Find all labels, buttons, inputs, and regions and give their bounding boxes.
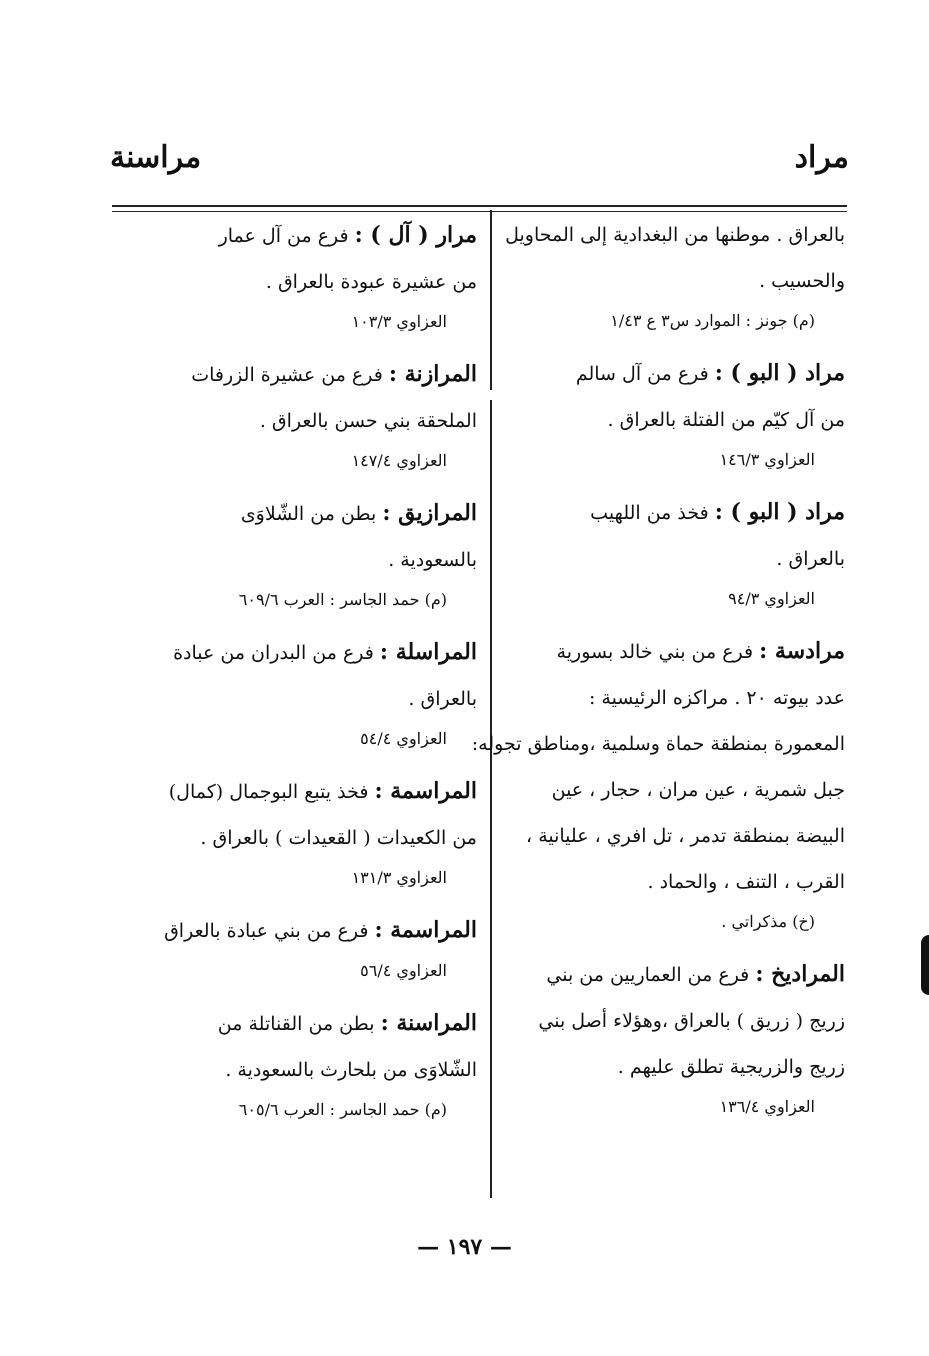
entry-line	[500, 813, 845, 859]
entry-text: الملحقة بني حسن بالعراق .	[259, 410, 477, 432]
entry-text: من الكعيدات ( القعيدات ) بالعراق .	[200, 827, 477, 849]
entry-text: بالسعودية .	[388, 549, 477, 571]
entry-title: المراديخ :	[755, 961, 845, 987]
entry-text: فخذ من اللهيب	[590, 502, 709, 524]
entry-reference: (م) حمد الجاسر : العرب ٦٠٥/٦	[238, 1100, 447, 1119]
entry-reference: العزاوي ١٤٧/٤	[351, 451, 447, 470]
entry-line	[500, 859, 845, 905]
entry-text: فرع من العماريين من بني	[546, 964, 750, 986]
entry-title: المراسلة :	[379, 639, 477, 665]
dictionary-entry	[500, 489, 845, 616]
entry-line	[500, 628, 845, 675]
entry-line	[122, 212, 477, 259]
entry-line	[500, 675, 845, 721]
running-head-left: مراسنة	[110, 140, 202, 175]
dictionary-entry	[500, 350, 845, 477]
entry-reference: (م) حمد الجاسر : العرب ٦٠٩/٦	[238, 590, 447, 609]
entry-line	[122, 351, 477, 398]
entry-reference: العزاوي ١٤٦/٣	[719, 450, 815, 469]
entry-reference: (م) جونز : الموارد س٣ ع ١/٤٣	[610, 311, 815, 330]
left-column	[122, 212, 477, 1139]
entry-line	[500, 350, 845, 397]
dictionary-entry	[122, 768, 477, 895]
entry-text: بالعراق .	[776, 548, 845, 570]
entry-text: جبل شمرية ، عين مران ، حجار ، عين	[551, 779, 845, 801]
entry-text: فرع من البدران من عبادة	[173, 642, 374, 664]
entry-title: المراسنة :	[380, 1010, 477, 1036]
entry-text: الشّلاوَى من بلحارث بالسعودية .	[225, 1059, 477, 1081]
entry-title: المراسمة :	[374, 778, 477, 804]
entry-reference: العزاوي ١٣٦/٤	[719, 1097, 815, 1116]
entry-line	[500, 397, 845, 443]
entry-line	[500, 258, 845, 304]
ink-blot	[921, 935, 929, 995]
dictionary-entry	[122, 351, 477, 478]
entry-reference: العزاوي ٥٦/٤	[360, 961, 447, 980]
entry-reference: (خ) مذكراتي .	[721, 912, 815, 931]
dictionary-entry	[500, 212, 845, 338]
header-rule	[112, 205, 847, 207]
entry-line	[500, 212, 845, 258]
entry-title: مراد ( البو ) :	[714, 499, 845, 525]
entry-line	[122, 1047, 477, 1093]
right-column	[471, 212, 845, 1136]
entry-text: زريج ( زريق ) بالعراق ،وهؤلاء أصل بني	[538, 1010, 845, 1032]
entry-title: مرادسة :	[759, 638, 845, 664]
entry-line	[122, 907, 477, 954]
entry-line	[471, 721, 845, 767]
entry-title: المراسمة :	[374, 917, 477, 943]
dictionary-entry	[471, 628, 845, 939]
entry-text: عدد بيوته ٢٠ . مراكزه الرئيسية :	[588, 687, 845, 709]
column-divider-top	[490, 210, 492, 390]
entry-line	[500, 998, 845, 1044]
entry-reference: العزاوي ٥٤/٤	[360, 729, 447, 748]
entry-text: بطن من الشّلاوَى	[240, 503, 377, 525]
entry-reference: العزاوي ٩٤/٣	[728, 589, 815, 608]
entry-line	[500, 536, 845, 582]
entry-line	[122, 1000, 477, 1047]
entry-text: بطن من القناتلة من	[217, 1013, 375, 1035]
dictionary-entry	[122, 212, 477, 339]
entry-title: مرار ( آل ) :	[354, 222, 477, 248]
entry-text: فرع من بني خالد بسورية	[556, 641, 754, 663]
column-divider-bottom	[490, 400, 492, 1198]
entry-text: بالعراق . موطنها من البغدادية إلى المحاويل	[505, 224, 845, 246]
entry-line	[500, 767, 845, 813]
entry-text: والحسيب .	[759, 270, 845, 292]
entry-text: فرع من آل عمار	[218, 225, 349, 247]
entry-line	[122, 629, 477, 676]
entry-text: فرع من عشيرة الزرفات	[191, 364, 383, 386]
entry-text: البيضة بمنطقة تدمر ، تل افري ، عليانية ،	[526, 825, 845, 847]
entry-line	[122, 676, 477, 722]
entry-text: فرع من آل سالم	[575, 363, 709, 385]
entry-title: المرازيق :	[382, 500, 477, 526]
running-head-right: مراد	[794, 140, 849, 175]
page-number: — ١٩٧ —	[417, 1234, 512, 1260]
entry-title: المرازنة :	[388, 361, 477, 387]
entry-reference: العزاوي ١٠٣/٣	[351, 312, 447, 331]
dictionary-entry	[122, 629, 477, 756]
entry-line	[122, 815, 477, 861]
entry-line	[122, 768, 477, 815]
dictionary-entry	[122, 907, 477, 988]
entry-line	[122, 537, 477, 583]
entry-line	[122, 259, 477, 305]
entry-line	[500, 1044, 845, 1090]
entry-text: من آل كيّم من الفتلة بالعراق .	[607, 409, 845, 431]
entry-text: فخذ يتبع البوجمال (كمال)	[168, 781, 369, 803]
entry-line	[122, 398, 477, 444]
dictionary-entry	[122, 1000, 477, 1127]
dictionary-entry	[500, 951, 845, 1124]
entry-text: المعمورة بمنطقة حماة وسلمية ،ومناطق تجوله:	[471, 733, 845, 755]
entry-line	[500, 489, 845, 536]
entry-text: زريج والزريجية تطلق عليهم .	[617, 1056, 845, 1078]
entry-text: فرع من بني عبادة بالعراق	[164, 920, 369, 942]
entry-text: من عشيرة عبودة بالعراق .	[265, 271, 477, 293]
entry-line	[500, 951, 845, 998]
entry-line	[122, 490, 477, 537]
entry-reference: العزاوي ١٣١/٣	[351, 868, 447, 887]
dictionary-entry	[122, 490, 477, 617]
entry-text: القرب ، التنف ، والحماد .	[647, 871, 845, 893]
entry-title: مراد ( البو ) :	[714, 360, 845, 386]
entry-text: بالعراق .	[408, 688, 477, 710]
